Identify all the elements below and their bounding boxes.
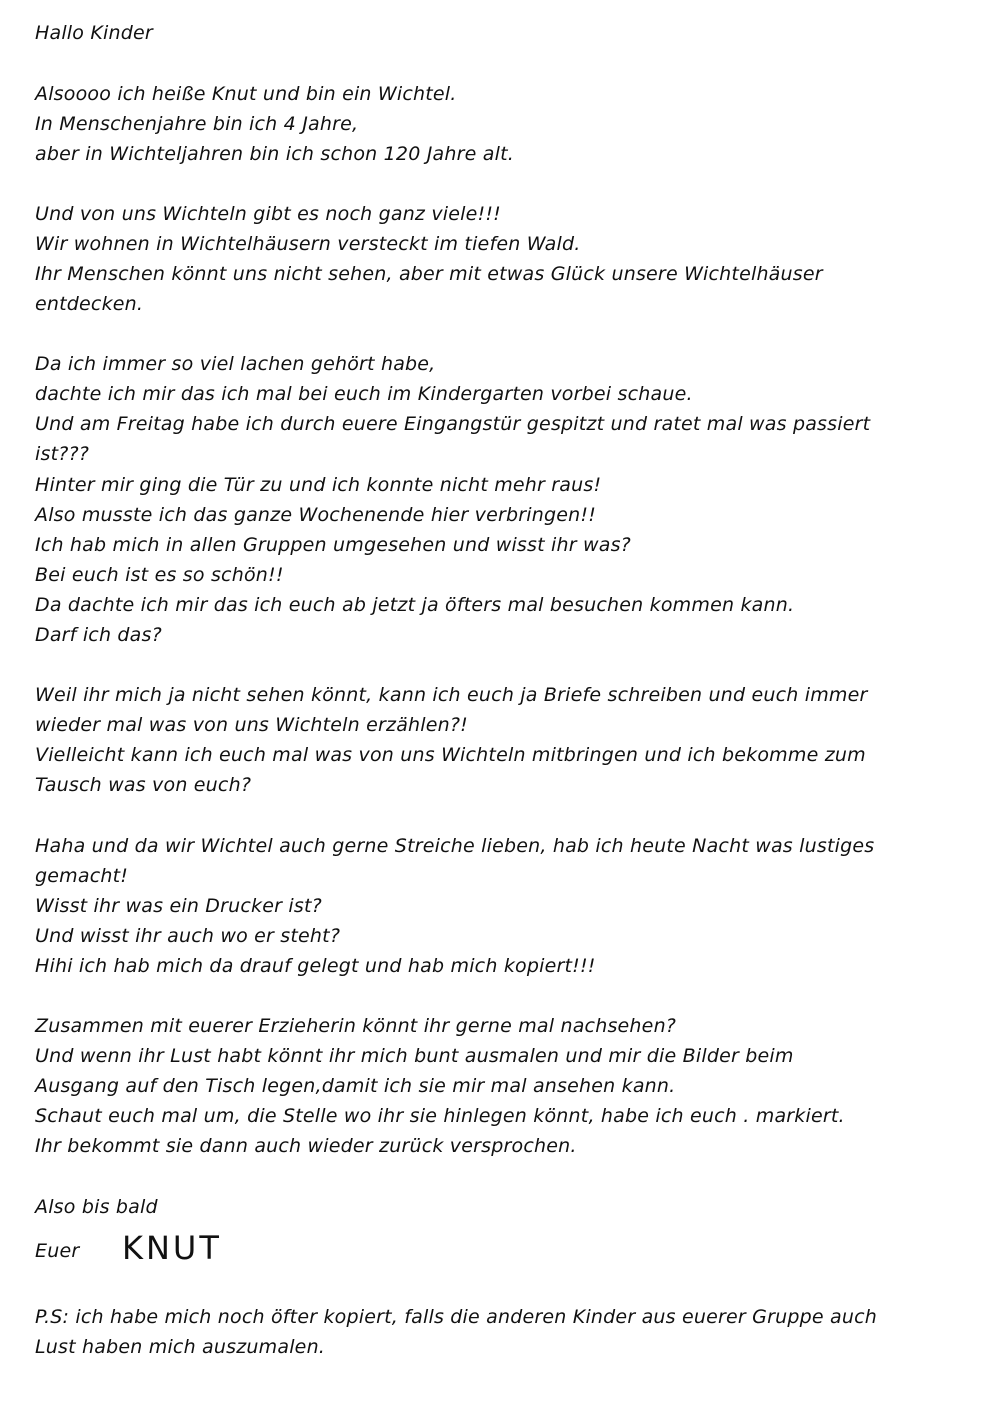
letter-line: aber in Wichteljahren bin ich schon 120 Jahre alt.	[35, 143, 514, 165]
letter-line: Wisst ihr was ein Drucker ist?	[35, 895, 322, 917]
letter-line: Weil ihr mich ja nicht sehen könnt, kann ich euch ja Briefe schreiben und euch immer	[35, 684, 868, 706]
letter-line: Ausgang auf den Tisch legen,damit ich sie mir mal ansehen kann.	[35, 1075, 676, 1097]
letter-line: Da ich immer so viel lachen gehört habe,	[35, 353, 436, 375]
postscript-line: P.S: ich habe mich noch öfter kopiert, falls die anderen Kinder aus euerer Gruppe auch	[35, 1306, 877, 1328]
letter-line: Hinter mir ging die Tür zu und ich konnte nicht mehr raus!	[35, 474, 602, 496]
letter-line: Und wisst ihr auch wo er steht?	[35, 925, 341, 947]
letter-line: Alsoooo ich heiße Knut und bin ein Wichtel.	[35, 83, 457, 105]
letter-line: Darf ich das?	[35, 624, 162, 646]
letter-line: Wir wohnen in Wichtelhäusern versteckt im tiefen Wald.	[35, 233, 581, 255]
letter-line: Schaut euch mal um, die Stelle wo ihr sie hinlegen könnt, habe ich euch . markiert.	[35, 1105, 845, 1127]
letter-line: Haha und da wir Wichtel auch gerne Streiche lieben, hab ich heute Nacht was lustiges	[35, 835, 875, 857]
letter-line: wieder mal was von uns Wichteln erzählen?!	[35, 714, 468, 736]
letter-line: gemacht!	[35, 865, 129, 887]
letter-line: Ihr bekommt sie dann auch wieder zurück versprochen.	[35, 1135, 577, 1157]
letter-line: Ihr Menschen könnt uns nicht sehen, aber mit etwas Glück unsere Wichtelhäuser	[35, 263, 823, 285]
letter-line: Zusammen mit euerer Erzieherin könnt ihr gerne mal nachsehen?	[35, 1015, 677, 1037]
letter-line: In Menschenjahre bin ich 4 Jahre,	[35, 113, 359, 135]
letter-line: Und am Freitag habe ich durch euere Eingangstür gespitzt und ratet mal was passiert	[35, 413, 871, 435]
letter-line: ist???	[35, 443, 90, 465]
signature: KNUT	[122, 1229, 222, 1267]
letter-line: Ich hab mich in allen Gruppen umgesehen und wisst ihr was?	[35, 534, 631, 556]
sign-prefix: Euer	[35, 1240, 80, 1262]
letter-line: Hihi ich hab mich da drauf gelegt und hab mich kopiert!!!	[35, 955, 596, 977]
postscript-line: Lust haben mich auszumalen.	[35, 1336, 326, 1358]
greeting: Hallo Kinder	[35, 22, 153, 44]
letter-line: Vielleicht kann ich euch mal was von uns Wichteln mitbringen und ich bekomme zum	[35, 744, 866, 766]
letter-line: Und von uns Wichteln gibt es noch ganz viele!!!	[35, 203, 501, 225]
letter-line: entdecken.	[35, 293, 144, 315]
letter-line: Also musste ich das ganze Wochenende hier verbringen!!	[35, 504, 597, 526]
letter-line: Bei euch ist es so schön!!	[35, 564, 284, 586]
letter-line: Tausch was von euch?	[35, 774, 252, 796]
letter-line: Und wenn ihr Lust habt könnt ihr mich bunt ausmalen und mir die Bilder beim	[35, 1045, 794, 1067]
letter-line: Da dachte ich mir das ich euch ab jetzt ja öfters mal besuchen kommen kann.	[35, 594, 795, 616]
closing: Also bis bald	[35, 1196, 158, 1218]
letter-line: dachte ich mir das ich mal bei euch im Kindergarten vorbei schaue.	[35, 383, 693, 405]
